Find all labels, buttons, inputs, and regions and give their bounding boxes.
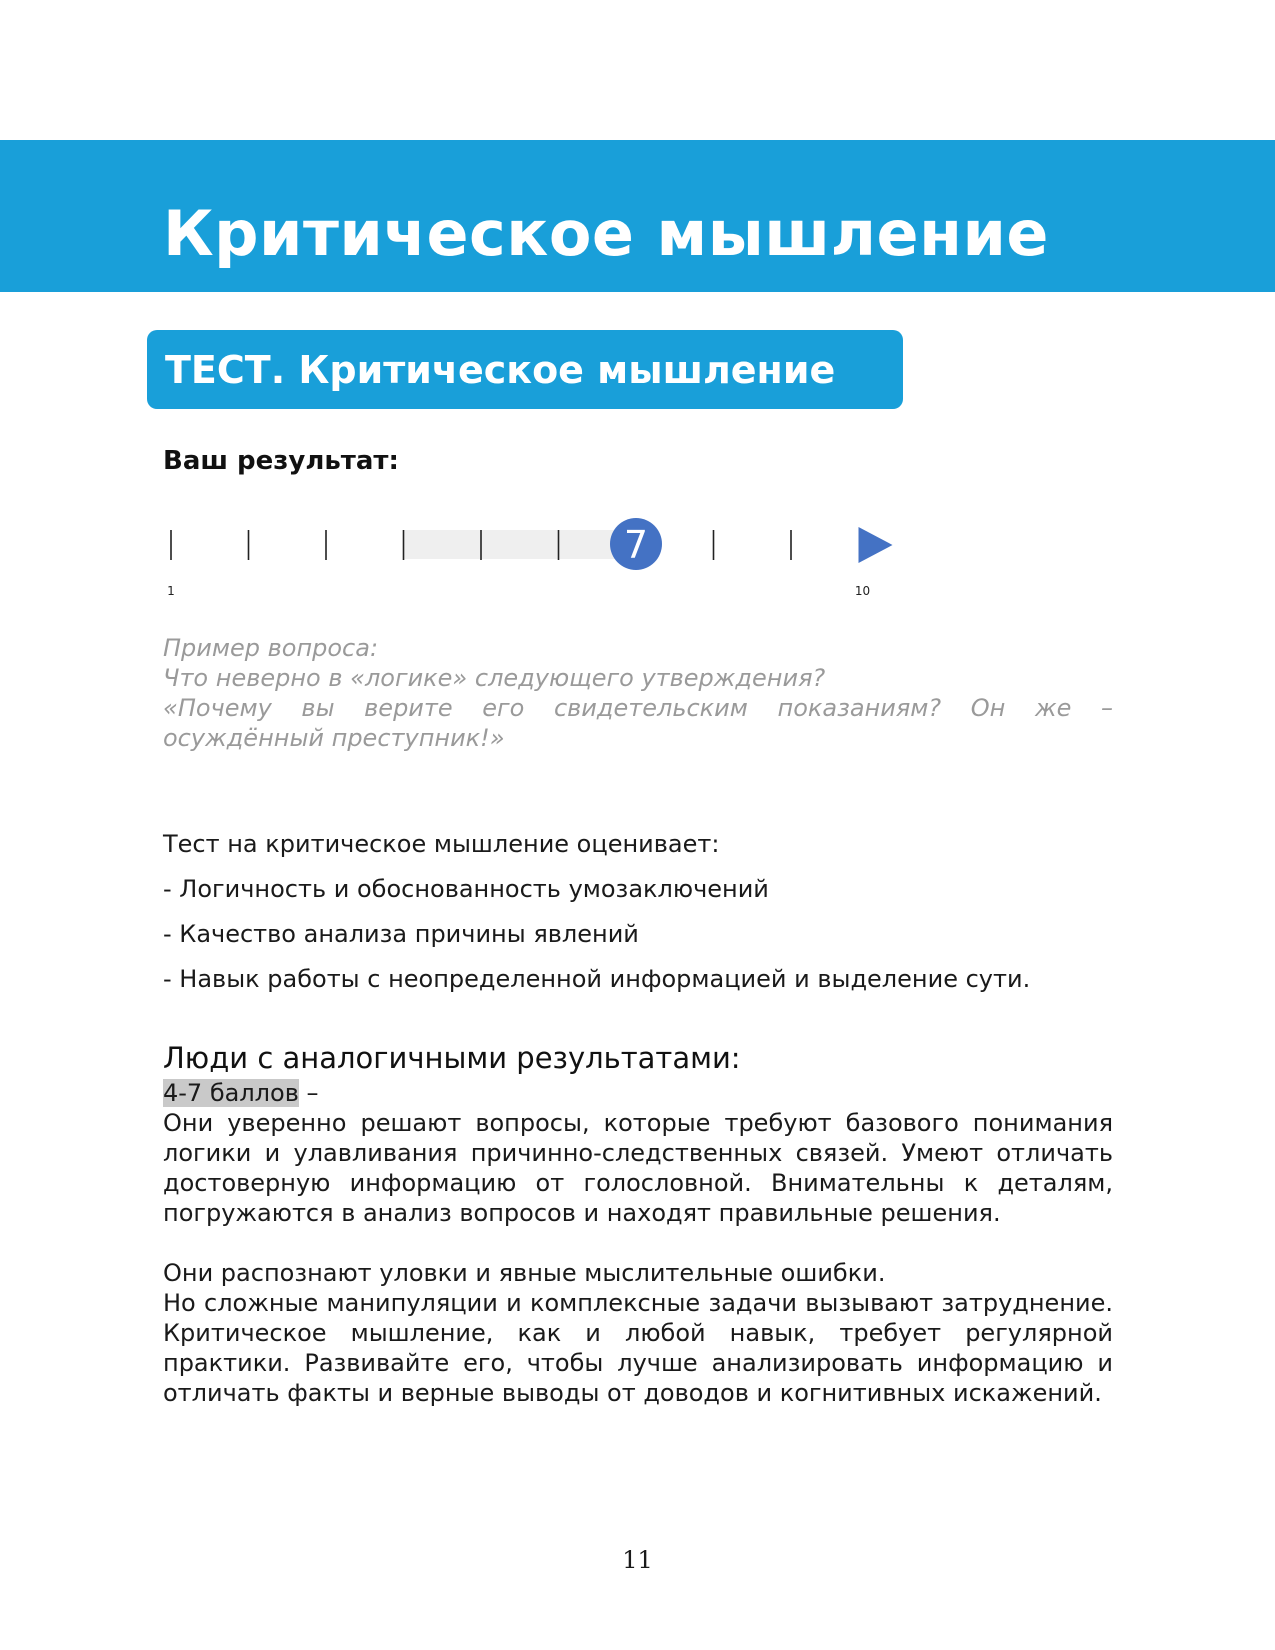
assessment-intro: Тест на критическое мышление оценивает: — [163, 830, 720, 858]
test-title-banner — [147, 330, 903, 409]
scale-end-arrow-icon — [859, 527, 893, 563]
score-range: 4-7 баллов — [163, 1079, 299, 1107]
similar-results-heading: Люди с аналогичными результатами: — [163, 1041, 741, 1075]
page-number: 11 — [622, 1546, 653, 1574]
example-quote-line-2: осуждённый преступник!» — [163, 724, 505, 752]
example-heading: Пример вопроса: — [163, 634, 379, 662]
assessment-list — [163, 873, 1113, 995]
example-question-text: Что неверно в «логике» следующего утверждения? — [163, 664, 826, 692]
page-title: Критическое мышление — [163, 197, 1049, 270]
assessment-item: - Логичность и обоснованность умозаключений — [163, 875, 769, 903]
result-scale — [150, 505, 910, 605]
score-value: 7 — [623, 523, 649, 567]
result-label: Ваш результат: — [163, 446, 399, 476]
description-paragraph-2: Но сложные манипуляции и комплексные задачи вызывают затруднение. Критическое мышление, как и любой навык, требует регулярной практики. Развивайте его, чтобы лучше анализировать информацию и отличать факты и верные выводы от доводов и когнитивных искажений. — [163, 1289, 1113, 1407]
assessment-item: - Качество анализа причины явлений — [163, 920, 639, 948]
test-title: ТЕСТ. Критическое мышление — [165, 348, 836, 392]
assessment-section — [163, 828, 1113, 1008]
scale-result-band — [404, 530, 637, 559]
description-paragraph-2-line-1: Они распознают уловки и явные мыслительные ошибки. — [163, 1259, 886, 1287]
example-question — [163, 633, 1113, 753]
paragraph-gap — [163, 1228, 1113, 1258]
similar-results-section — [163, 1038, 1113, 1408]
assessment-item: - Навык работы с неопределенной информацией и выделение сути. — [163, 965, 1031, 993]
description-paragraph-1: Они уверенно решают вопросы, которые требуют базового понимания логики и улавливания причинно-следственных связей. Умеют отличать достоверную информацию от голословной. Внимательны к деталям, погружаются в анализ вопросов и находят правильные решения. — [163, 1109, 1113, 1227]
score-range-line — [163, 1078, 1113, 1108]
score-range-dash: – — [298, 1079, 319, 1107]
scale-min-label: 1 — [167, 584, 175, 598]
scale-max-label: 10 — [854, 584, 871, 598]
scale-ticks — [171, 530, 791, 560]
example-quote-line-1: «Почему вы верите его свидетельским показаниям? Он же – — [163, 694, 1113, 722]
